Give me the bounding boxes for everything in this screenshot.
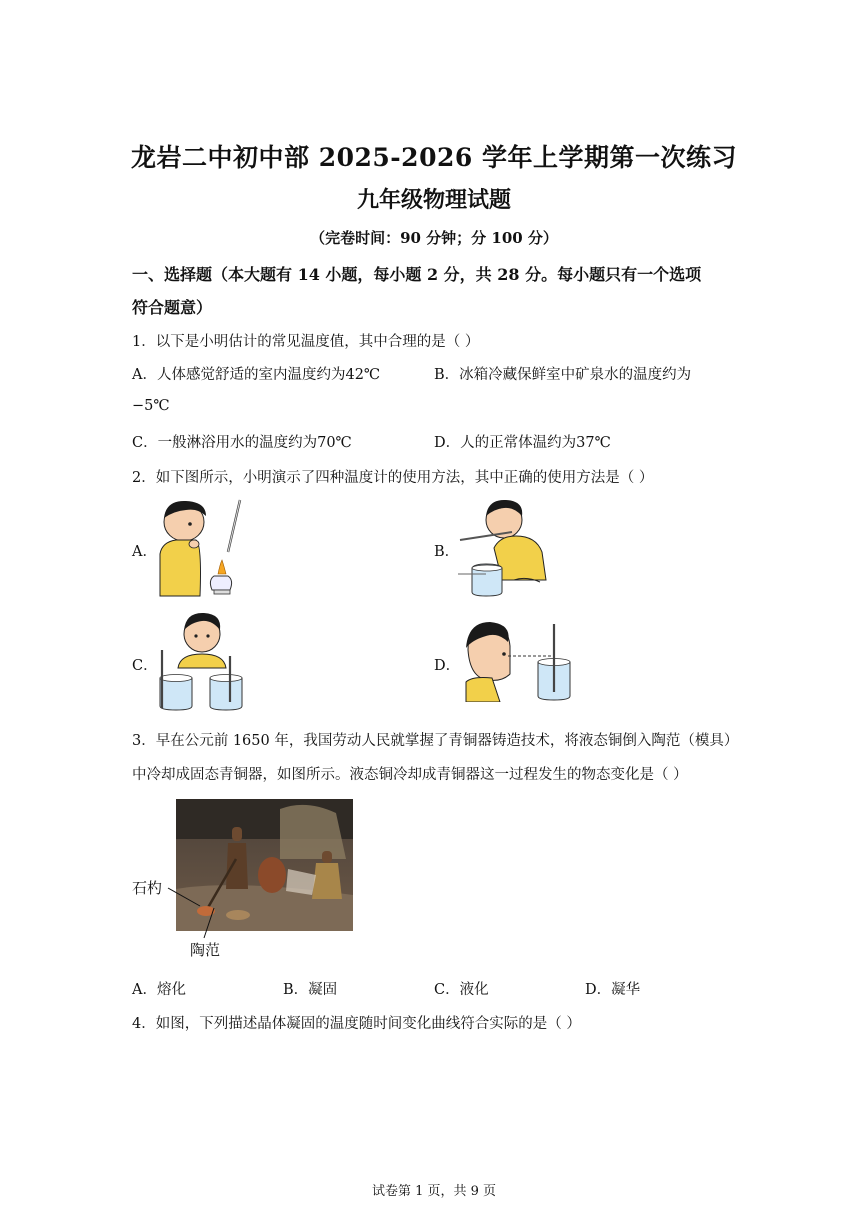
figure-label-ladle: 石杓 (132, 879, 163, 897)
thermometer-figure-a (156, 496, 246, 598)
question-2-label-d: D． (434, 658, 461, 674)
question-3-stem-line1: 3．早在公元前 1650 年，我国劳动人民就掌握了青铜器铸造技术，将液态铜倒入陶范（模具） (132, 733, 739, 749)
thermometer-figure-d (462, 620, 582, 702)
question-2-stem: 2．如下图所示，小明演示了四种温度计的使用方法，其中正确的使用方法是（ ） (132, 470, 654, 486)
question-3-option-b: B．凝固 (283, 982, 338, 998)
exam-info: （完卷时间：90 分钟；分 100 分） (310, 229, 558, 247)
question-1-option-b-continued: −5℃ (132, 398, 170, 414)
question-2-label-b: B． (434, 544, 460, 560)
figure-label-mold: 陶范 (190, 941, 221, 959)
exam-title: 龙岩二中初中部 2025-2026 学年上学期第一次练习 (131, 143, 737, 172)
question-1-option-c: C．一般淋浴用水的温度约为70℃ (132, 435, 352, 451)
question-4-stem: 4．如图，下列描述晶体凝固的温度随时间变化曲线符合实际的是（ ） (132, 1016, 581, 1032)
question-1-option-d: D．人的正常体温约为37℃ (434, 435, 611, 451)
question-3-option-d: D．凝华 (585, 982, 641, 998)
question-1-stem: 1．以下是小明估计的常见温度值，其中合理的是（ ） (132, 334, 480, 350)
question-1-option-b: B．冰箱冷藏保鲜室中矿泉水的温度约为 (434, 367, 692, 383)
exam-subtitle: 九年级物理试题 (356, 187, 511, 213)
mold-pointer-line (196, 906, 220, 940)
section-heading-line1: 一、选择题（本大题有 14 小题，每小题 2 分，共 28 分。每小题只有一个选项 (132, 265, 702, 284)
question-3-option-a: A．熔化 (132, 982, 186, 998)
question-3-option-c: C．液化 (434, 982, 489, 998)
thermometer-figure-b (456, 496, 551, 600)
section-heading-line2: 符合题意） (132, 298, 213, 317)
question-1-option-a: A．人体感觉舒适的室内温度约为42℃ (132, 367, 381, 383)
question-2-label-a: A． (132, 544, 157, 560)
question-2-label-c: C． (132, 658, 158, 674)
question-3-stem-line2: 中冷却成固态青铜器，如图所示。液态铜冷却成青铜器这一过程发生的物态变化是（ ） (132, 767, 688, 783)
page-footer: 试卷第 1 页，共 9 页 (371, 1184, 497, 1199)
thermometer-figure-c (156, 608, 246, 712)
